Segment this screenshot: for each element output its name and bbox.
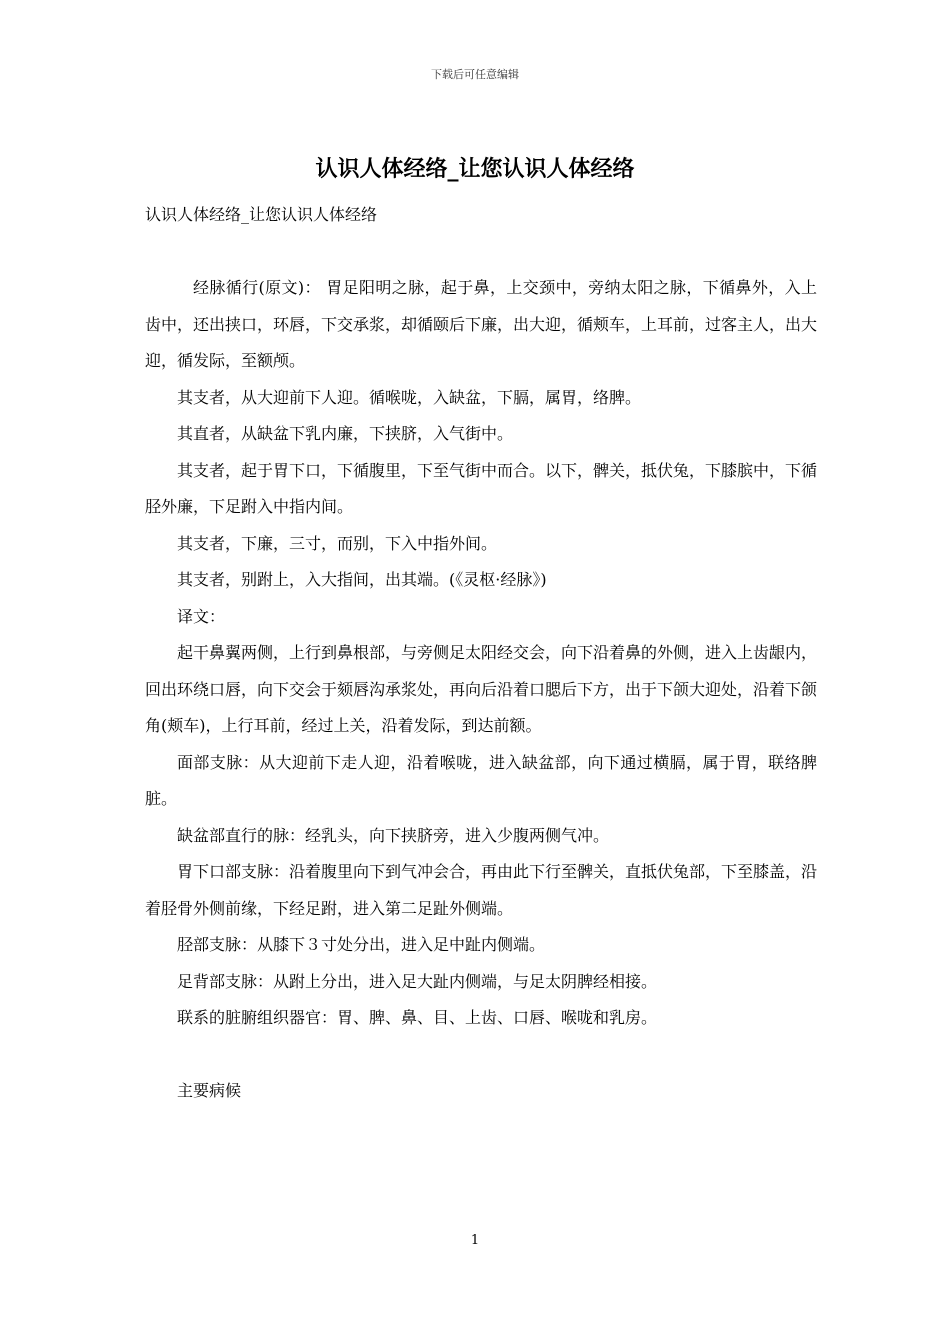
paragraph-branch-2: 其支者，起于胃下口，下循腹里，下至气街中而合。以下，髀关，抵伏兔，下膝膑中，下循胫外廉，下足跗入中指内间。 bbox=[145, 460, 818, 516]
paragraph-translation-label: 译文： bbox=[177, 606, 226, 626]
paragraph-face-branch: 面部支脉：从大迎前下走人迎，沿着喉咙，进入缺盆部，向下通过横膈，属于胃，联络脾脏。 bbox=[145, 752, 817, 808]
paragraph-translation-main: 起干鼻翼两侧，上行到鼻根部，与旁侧足太阳经交会，向下沿着鼻的外侧，进入上齿龈内，回出环绕口唇，向下交会于颏唇沟承浆处，再向后沿着口腮后下方，出于下颌大迎处，沿着下颌角(颊车)，上行耳前，经过上关，沿着发际，到达前额。 bbox=[145, 643, 818, 735]
paragraph-related-organs: 联系的脏腑组织器官：胃、脾、鼻、目、上齿、口唇、喉咙和乳房。 bbox=[177, 1008, 658, 1027]
section-heading-main-symptoms: 主要病候 bbox=[177, 1080, 242, 1100]
page-header: 下载后可任意编辑 bbox=[431, 68, 519, 81]
paragraph-branch-1: 其支者，从大迎前下人迎。循喉咙，入缺盆，下膈，属胃，络脾。 bbox=[177, 387, 642, 407]
paragraph-foot-branch: 足背部支脉：从跗上分出，进入足大趾内侧端，与足太阴脾经相接。 bbox=[177, 971, 658, 991]
document-body bbox=[145, 270, 817, 1109]
paragraph-stomach-lower-branch: 胃下口部支脉：沿着腹里向下到气冲会合，再由此下行至髀关，直抵伏兔部，下至膝盖，沿着胫骨外侧前缘，下经足跗，进入第二足趾外侧端。 bbox=[145, 862, 818, 918]
paragraph-shin-branch: 胫部支脉：从膝下３寸处分出，进入足中趾内侧端。 bbox=[177, 935, 546, 954]
paragraph-branch-3: 其支者，下廉，三寸，而别，下入中指外间。 bbox=[177, 533, 498, 553]
paragraph-meridian-original: 经脉循行(原文)： 胃足阳明之脉，起于鼻，上交颈中，旁纳太阳之脉，下循鼻外，入上齿中，还出挟口，环唇，下交承浆，却循颐后下廉，出大迎，循颊车，上耳前，过客主人，出大迎，循发际，至额颅。 bbox=[145, 278, 818, 370]
paragraph-straight-branch: 其直者，从缺盆下乳内廉，下挟脐，入气街中。 bbox=[177, 424, 514, 443]
paragraph-supraclavicular-branch: 缺盆部直行的脉：经乳头，向下挟脐旁，进入少腹两侧气冲。 bbox=[177, 825, 610, 845]
document-subtitle: 认识人体经络_让您认识人体经络 bbox=[145, 205, 378, 224]
document-title: 认识人体经络_让您认识人体经络 bbox=[315, 156, 635, 182]
paragraph-branch-4: 其支者，别跗上，入大指间，出其端。(《灵枢·经脉》) bbox=[177, 570, 547, 589]
page-number: 1 bbox=[470, 1233, 480, 1248]
